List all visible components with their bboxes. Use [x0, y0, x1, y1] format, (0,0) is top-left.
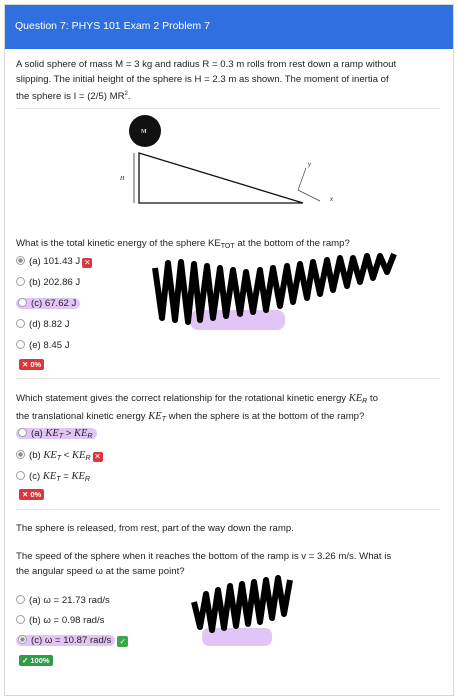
- radio-icon[interactable]: [16, 595, 25, 604]
- q3-prompt: The speed of the sphere when it reaches the bottom of the ramp is v = 3.26 m/s. What is the angular speed ω at the same point?: [16, 551, 392, 577]
- q1-option-d[interactable]: (d) 8.82 J: [16, 318, 70, 332]
- y-axis-arrow: [298, 168, 306, 190]
- incorrect-icon: ✕: [94, 452, 101, 461]
- q3-score-badge: ✓ 100%: [19, 655, 53, 666]
- problem-line-2: slipping. The initial height of the sphere is H = 2.3 m as shown. The moment of inertia of: [16, 73, 389, 85]
- q1-option-b[interactable]: (b) 202.86 J: [16, 276, 80, 290]
- divider: [16, 108, 440, 109]
- q2-option-a[interactable]: (a) $KE_T > KE_R$: [16, 427, 97, 441]
- problem-line-3: the sphere is I = (2/5) $MR^2$.: [16, 91, 131, 103]
- q3-option-c[interactable]: (c) ω = 10.87 rad/s ✓: [16, 634, 128, 648]
- correct-icon: ✓: [117, 636, 128, 647]
- radio-icon[interactable]: [16, 319, 25, 328]
- ramp-diagram: [110, 112, 350, 212]
- q2-option-c[interactable]: (c) $KE_T = KE_R$: [16, 470, 90, 484]
- problem-line-1: A solid sphere of mass M = 3 kg and radius R = 0.3 m rolls from rest down a ramp without: [16, 59, 397, 70]
- height-label: H: [120, 176, 125, 182]
- radio-icon[interactable]: [16, 450, 25, 459]
- radio-icon[interactable]: [18, 635, 27, 644]
- radio-icon[interactable]: [16, 256, 25, 265]
- scribble-stroke: [194, 578, 290, 630]
- q2-prompt: Which statement gives the correct relationship for the rotational kinetic energy $KE_R$ to the translational kinetic energy $KE_T$ when the sphere is at the bottom of the ramp?: [16, 393, 378, 423]
- q3-option-b[interactable]: (b) ω = 0.98 rad/s: [16, 614, 104, 628]
- incorrect-icon: ✕: [83, 258, 91, 267]
- question-title: Question 7: PHYS 101 Exam 2 Problem 7: [15, 20, 210, 32]
- radio-icon[interactable]: [18, 298, 27, 307]
- q1-option-c[interactable]: (c) 67.62 J: [16, 297, 80, 311]
- radio-icon[interactable]: [16, 340, 25, 349]
- q1-prompt: What is the total kinetic energy of the sphere $KE_{TOT}$ at the bottom of the ramp?: [16, 238, 350, 250]
- question-header: [5, 5, 453, 49]
- axis-x-label: x: [330, 197, 333, 203]
- q1-score-badge: ✕ 0%: [19, 359, 44, 370]
- radio-icon[interactable]: [16, 277, 25, 286]
- divider: [16, 509, 440, 510]
- radio-icon[interactable]: [16, 471, 25, 480]
- divider: [16, 378, 440, 379]
- q2-score-badge: ✕ 0%: [19, 489, 44, 500]
- q1-option-a[interactable]: (a) 101.43 J ✕: [16, 255, 92, 269]
- problem-statement: [16, 58, 440, 105]
- scribble-annotation: [188, 572, 298, 652]
- radio-icon[interactable]: [18, 428, 27, 437]
- axis-y-label: y: [308, 162, 311, 168]
- x-axis-arrow: [298, 190, 320, 201]
- q1-option-e[interactable]: (e) 8.45 J: [16, 339, 70, 353]
- q3-option-a[interactable]: (a) ω = 21.73 rad/s: [16, 594, 110, 608]
- q3-intro: The sphere is released, from rest, part of the way down the ramp.: [16, 523, 294, 534]
- ramp-triangle: [139, 153, 303, 203]
- q2-option-b[interactable]: (b) $KE_T < KE_R$ ✕: [16, 449, 103, 463]
- radio-icon[interactable]: [16, 615, 25, 624]
- scribble-annotation: [150, 248, 400, 338]
- sphere-label: M: [141, 129, 147, 135]
